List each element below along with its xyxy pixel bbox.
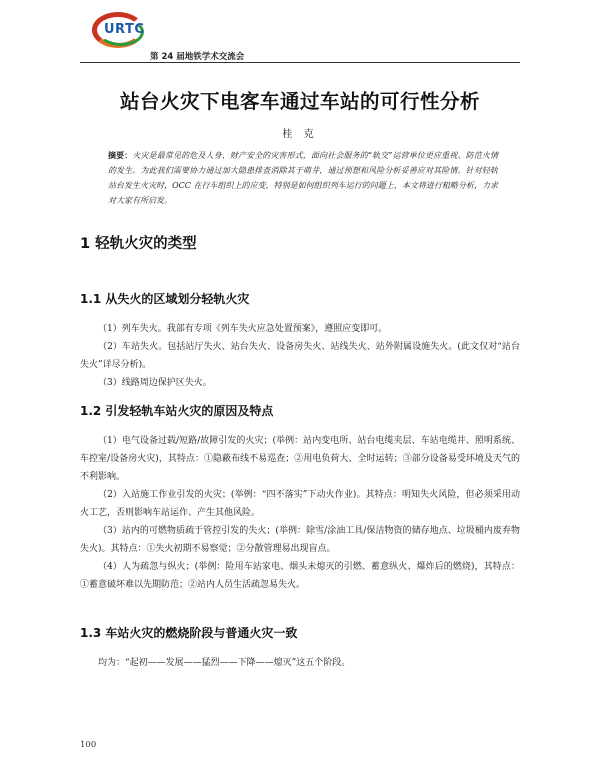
section-1-3-body (80, 654, 520, 672)
section-1-2-heading: 1.2 引发轻轨车站火灾的原因及特点 (80, 404, 274, 418)
abstract-text: 火灾是最常见的危及人身、财产安全的灾害形式，面向社会服务的“轨交”运营单位更应重视、防范火情的发生。为此我们需要协力通过加大隐患排查消除其于萌芽，通过预想和风险分析妥善应对其险情。针对轻轨站台发生火灾时，OCC 在行车组织上的应变，特别是如何组织列车运行的问题上，本文将进行粗略分析，力求对大家有所启发。 (108, 151, 498, 205)
paragraph: （3）站内的可燃物质疏于管控引发的失火；(举例：除雪/涂油工具/保洁物资的储存地点、垃圾桶内废弃物失火)。其特点：①失火初期不易察觉；②分散管理易出现盲点。 (80, 526, 520, 554)
section-1-1-heading: 1.1 从失火的区域划分轻轨火灾 (80, 292, 250, 306)
paper-author: 桂 克 (282, 129, 318, 140)
section-1-2-body (80, 432, 520, 594)
logo-text: URTC (104, 22, 145, 37)
paragraph: （2）入站施工作业引发的火灾；(举例：“四不落实”下动火作业)。其特点：明知失火风险，但必须采用动火工艺，否则影响车站运作、产生其他风险。 (80, 490, 520, 518)
section-1-heading: 1 轻轨火灾的类型 (80, 236, 197, 252)
abstract (108, 148, 498, 208)
urtc-logo (92, 10, 148, 50)
section-1-1-body (80, 320, 520, 392)
section-1-3-heading: 1.3 车站火灾的燃烧阶段与普通火灾一致 (80, 626, 298, 640)
paragraph: 均为：“起初——发展——猛烈——下降——熄灭”这五个阶段。 (98, 658, 351, 668)
paper-title: 站台火灾下电客车通过车站的可行性分析 (119, 90, 480, 113)
paragraph: （1）电气设备过载/短路/故障引发的火灾；(举例：站内变电所、站台电缆夹层、车站电缆井、照明系统、车控室/设备房火灾)，其特点：①隐蔽布线不易巡查；②用电负荷大、全时运转；③部分设备易受环境及天气的不利影响。 (80, 436, 520, 482)
conference-name: 第 24 届地铁学术交流会 (150, 52, 245, 62)
abstract-label: 摘要： (108, 151, 133, 160)
paragraph: （3）线路周边保护区失火。 (98, 378, 212, 388)
paragraph: （1）列车失火。我部有专项《列车失火应急处置预案》，遵照应变即可。 (98, 324, 388, 334)
page-number: 100 (80, 740, 97, 750)
header-divider (80, 62, 520, 63)
paragraph: （4）人为疏忽与纵火；(举例：险用车站家电、烟头未熄灭的引燃、蓄意纵火、爆炸后的燃烧)，其特点：①蓄意破坏难以先期防范；②站内人员生活疏忽易失火。 (80, 562, 520, 590)
paragraph: （2）车站失火。包括站厅失火、站台失火、设备房失火、站线失火、站外附属设施失火。(此文仅对“站台失火”详尽分析)。 (80, 342, 520, 370)
page-header (0, 0, 600, 70)
